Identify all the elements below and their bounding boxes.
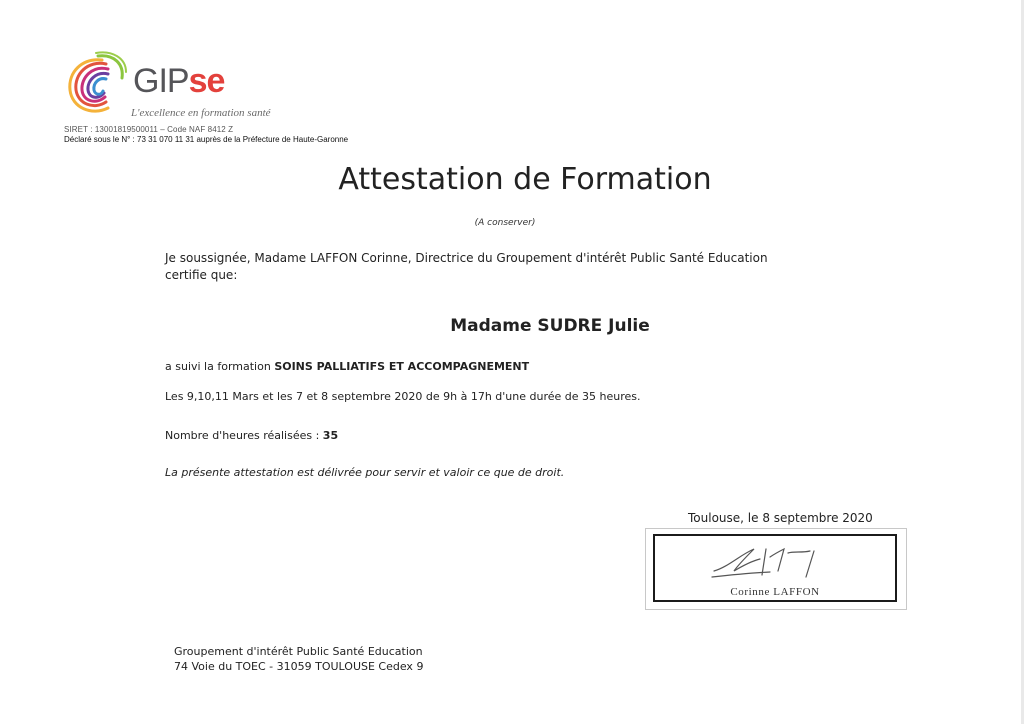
footer-organisation: Groupement d'intérêt Public Santé Education [174, 645, 423, 658]
intro-line-2: certifie que: [165, 268, 238, 282]
hours-label: Nombre d'heures réalisées : [165, 429, 323, 442]
legal-mention: La présente attestation est délivrée pour servir et valoir ce que de droit. [165, 466, 565, 479]
place-date: Toulouse, le 8 septembre 2020 [688, 511, 873, 525]
brand-part-se: se [188, 62, 225, 100]
spiral-logo-icon [62, 50, 130, 120]
brand-logo [133, 64, 224, 98]
training-line [165, 360, 529, 373]
hours-value: 35 [322, 429, 339, 442]
training-name: SOINS PALLIATIFS ET ACCOMPAGNEMENT [274, 360, 530, 373]
signer-name: Corinne LAFFON [730, 586, 820, 598]
recipient-name: Madame SUDRE Julie [450, 316, 650, 336]
footer-address: 74 Voie du TOEC - 31059 TOULOUSE Cedex 9 [174, 660, 424, 673]
siret-line: SIRET : 13001819500011 – Code NAF 8412 Z [64, 125, 234, 134]
subtitle: (A conserver) [474, 218, 536, 228]
tagline: L'excellence en formation santé [131, 107, 271, 119]
training-prefix: a suivi la formation [165, 360, 275, 373]
hours-line [165, 429, 338, 442]
training-dates: Les 9,10,11 Mars et les 7 et 8 septembre 2020 de 9h à 17h d'une durée de 35 heures. [165, 390, 641, 403]
page-title: Attestation de Formation [338, 162, 712, 197]
declaration-line: Déclaré sous le N° : 73 31 070 11 31 auprès de la Préfecture de Haute-Garonne [64, 135, 349, 144]
handwritten-signature [710, 541, 840, 583]
brand-part-gip: GIP [133, 62, 189, 100]
intro-line-1: Je soussignée, Madame LAFFON Corinne, Directrice du Groupement d'intérêt Public Santé Education [165, 251, 768, 265]
